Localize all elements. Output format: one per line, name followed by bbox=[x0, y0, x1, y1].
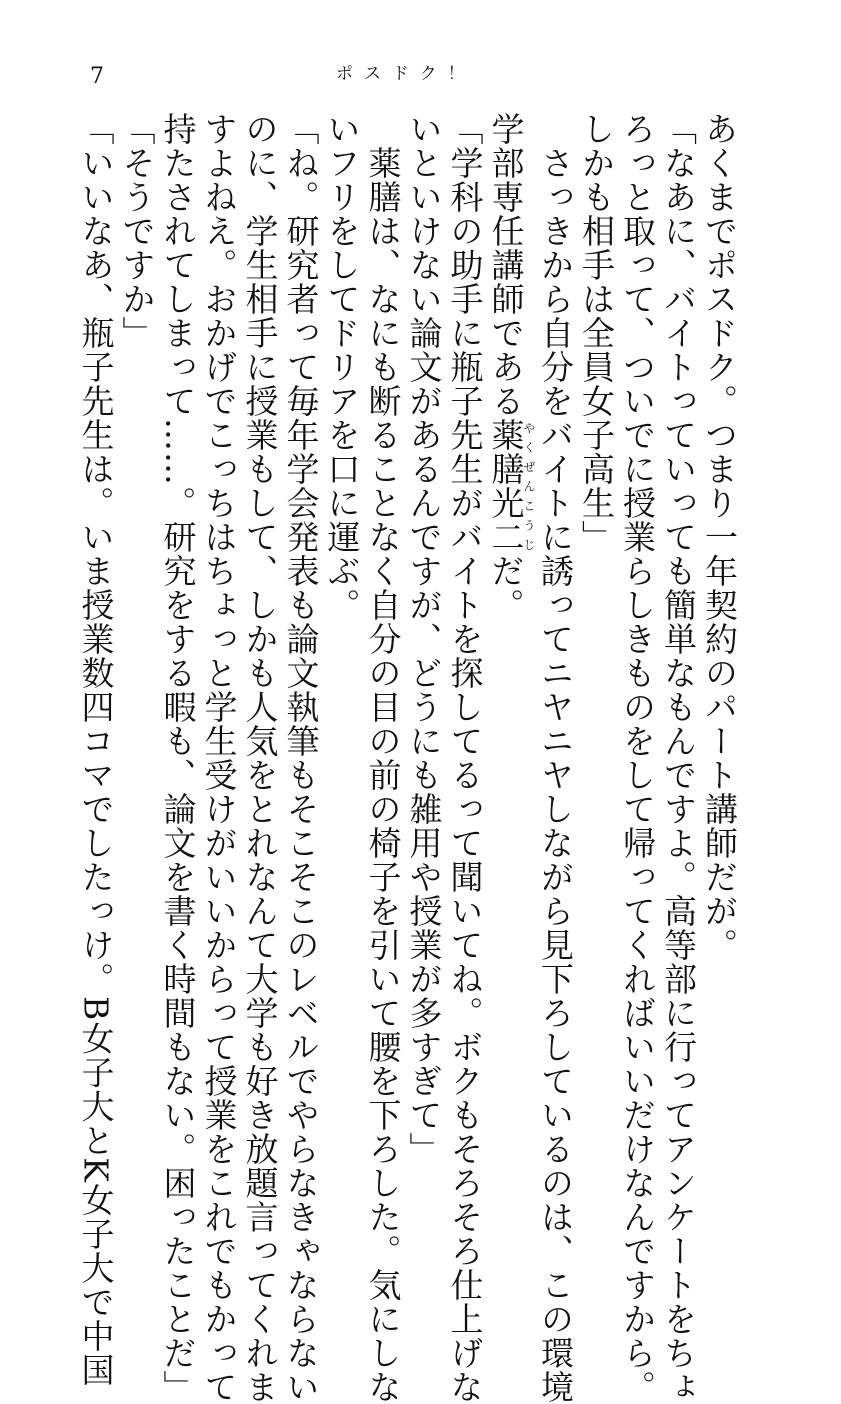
text-line-tail: だ。 bbox=[486, 554, 526, 622]
body-text bbox=[76, 112, 740, 1404]
text-line: 持たされてしまって……。研究をする暇も、論文を書く時間もない。困ったことだ」 bbox=[158, 112, 198, 1404]
text-line: あくまでポスドク。つまり一年契約のパート講師だが。 bbox=[700, 112, 739, 962]
running-head: ポスドク！ bbox=[336, 64, 476, 84]
text-line: 「なあに、バイトっていっても簡単なもんですよ。高等部に行ってアンケートをちょ bbox=[659, 112, 698, 1404]
text-line: 薬膳は、なにも断ることなく自分の目の前の椅子を引いて腰を下ろした。気にしな bbox=[363, 112, 403, 1404]
ruby-base: 薬膳光二 bbox=[486, 418, 526, 554]
text-line: のに、学生相手に授業もして、しかも人気をとれなんて大学も好き放題言ってくれま bbox=[240, 112, 280, 1404]
text-line: しかも相手は全員女子高生」 bbox=[577, 112, 616, 554]
ruby-reading: やくぜんこうじ bbox=[522, 418, 536, 554]
text-line: いといけない論文があるんですが、どうにも雑用や授業が多すぎて」 bbox=[404, 112, 444, 1166]
text-line: 「いいなあ、瓶子先生は。いま授業数四コマでしたっけ。B女子大とK女子大で中国 bbox=[76, 112, 116, 1387]
text-line: ろっと取って、ついでに授業らしきものをして帰ってくればいいだけなんですから。 bbox=[618, 112, 657, 1404]
text-line: 「学科の助手に瓶子先生がバイトを探してるって聞いてね。ボクもそろそろ仕上げな bbox=[445, 112, 485, 1404]
page-number: 7 bbox=[90, 64, 104, 89]
text-line: 「ね。研究者って毎年学会発表も論文執筆もそこそこのレベルでやらなきゃならない bbox=[281, 112, 321, 1404]
name-ruby bbox=[486, 418, 536, 554]
text-line: すよねえ。おかげでこっちはちょっと学生受けがいいからって授業をこれでもかって bbox=[199, 112, 239, 1404]
text-line: いフリをしてドリアを口に運ぶ。 bbox=[322, 112, 362, 622]
text-line-with-ruby bbox=[486, 112, 536, 1162]
text-line-head: 学部専任講師である bbox=[486, 112, 526, 418]
text-line: さっきから自分をバイトに誘ってニヤニヤしながら見下ろしているのは、この環境 bbox=[536, 112, 575, 1404]
text-line: 「そうですか」 bbox=[117, 112, 157, 350]
